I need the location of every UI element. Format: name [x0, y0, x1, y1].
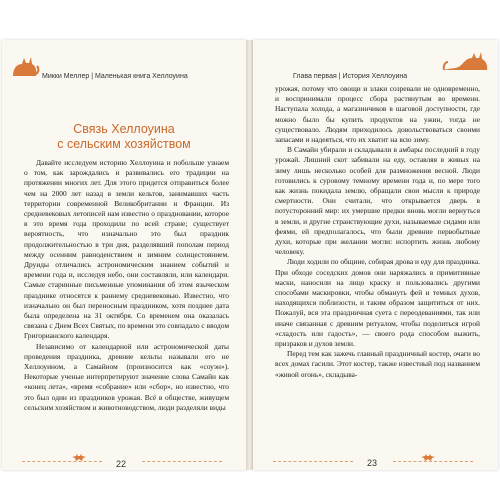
running-head: Глава первая | История Хеллоуина: [293, 73, 408, 80]
chapter-title-line: Связь Хеллоуина: [73, 122, 175, 136]
left-page: [2, 40, 247, 470]
right-page: [253, 40, 498, 470]
footer-rule: [273, 461, 353, 462]
chapter-title-line: с сельским хозяйством: [57, 137, 191, 151]
paragraph: Независимо от календарной или астрономической даты проведения праздника, древние кельты называли его не Хеллоуином, а Самайном (произносится как «соуэн»). Некоторые ученые интерпретируют значение слова Самайн как «конец лета», «время «собрание» или «сбор», но известно, что это был один из праздников урожая. Всё в обществе, живущем сельским хозяйством и животноводством, люди разделяли виды: [24, 341, 229, 412]
page-number: 23: [367, 458, 378, 468]
paragraph: Давайте исследуем историю Хеллоуина и побольше узнаем о том, как зарождались и развивались его традиции на протяжении многих лет. Для этого придется отправиться более чем на 2000 лет назад в земли кельтов, занимавших часть территории современной Великобритании и Франции. Из средневековых летописей нам известно о праздновании, которое в это время года проходили по всей стране; существует вероятность, что изначально это был праздник продолжительностью в три дня, разделявший пополам период между осенним равноденствием и зимним солнцестоянием. Друиды отличались астрономическим знанием событий и времени года и, исследуя небо, они составляли, или календари. Самые старинные письменные упоминания об этом языческом празднике относятся к раннему средневековью. Известно, что изначально он был переносным праздником, хотя позднее дата была определена на 31 октября. Со временем она оказалась связана с Днем Всех Святых, по времени это совпадало с вводом Григорианского календаря.: [24, 158, 229, 341]
cat-icon: [10, 52, 40, 78]
footer-rule: [142, 461, 222, 462]
paragraph: Люди ходили по общине, собирая дрова и еду для праздника. При обходе соседских домов они наряжались в примитивные маски, наносили на лицо краску и пользовались другими способами маскировки, чтобы обмануть фей и темных духов, находящихся поблизости, и таким образом защититься от них. Пожалуй, вся эта праздничная суета с переодеваниями, так или иначе связанная с древним ритуалом, чтобы поделиться игрой «сладость или гадость», — своего рода способом выжить, призраков и духов земли.: [275, 257, 480, 349]
cat-icon: [442, 48, 492, 74]
footer-rule: [22, 461, 102, 462]
chapter-title: [24, 122, 224, 152]
bat-icon: [72, 454, 86, 462]
page-number: 22: [116, 459, 127, 469]
paragraph: Перед тем как зажечь главный праздничный костер, очаги во всех домах гасили. Этот костер, также известный под названием «живой огонь», складыва-: [275, 349, 480, 379]
paragraph: урожая, потому что овощи и злаки созревали не одновременно, и воспринимали процесс сбора растянутым во времени. Наступала холода, а магазинчиков в шаговой доступности, где можно было бы купить продуктов на ужин, тогда не существовало. Людям приходилось довольствоваться своими запасами и надеяться, что их хватит на всю зиму.: [275, 84, 480, 145]
body-text: [275, 84, 480, 380]
body-text: [24, 158, 229, 413]
paragraph: В Самайн убирали и складывали в амбары последний в году урожай. Лишний скот забивали на еду, оставляя в живых на зиму лишь несколько особей для размножения весной. Люди готовились к суровому темному времени года и, по мере того как жизнь покидала землю, обращали свои мысли к природе смертности. Они считали, что открывается дверь в потусторонний мир: их умершие предки вновь могли вернуться в земли, и другие странствующие духи, называемые сидами или феями, ей предполагалось, что были древние первобытные духи, которые при желании могли: испортить жизнь любому человеку.: [275, 145, 480, 257]
running-head: Микки Меллер | Маленькая книга Хеллоуина: [42, 73, 188, 80]
bat-icon: [421, 454, 435, 462]
